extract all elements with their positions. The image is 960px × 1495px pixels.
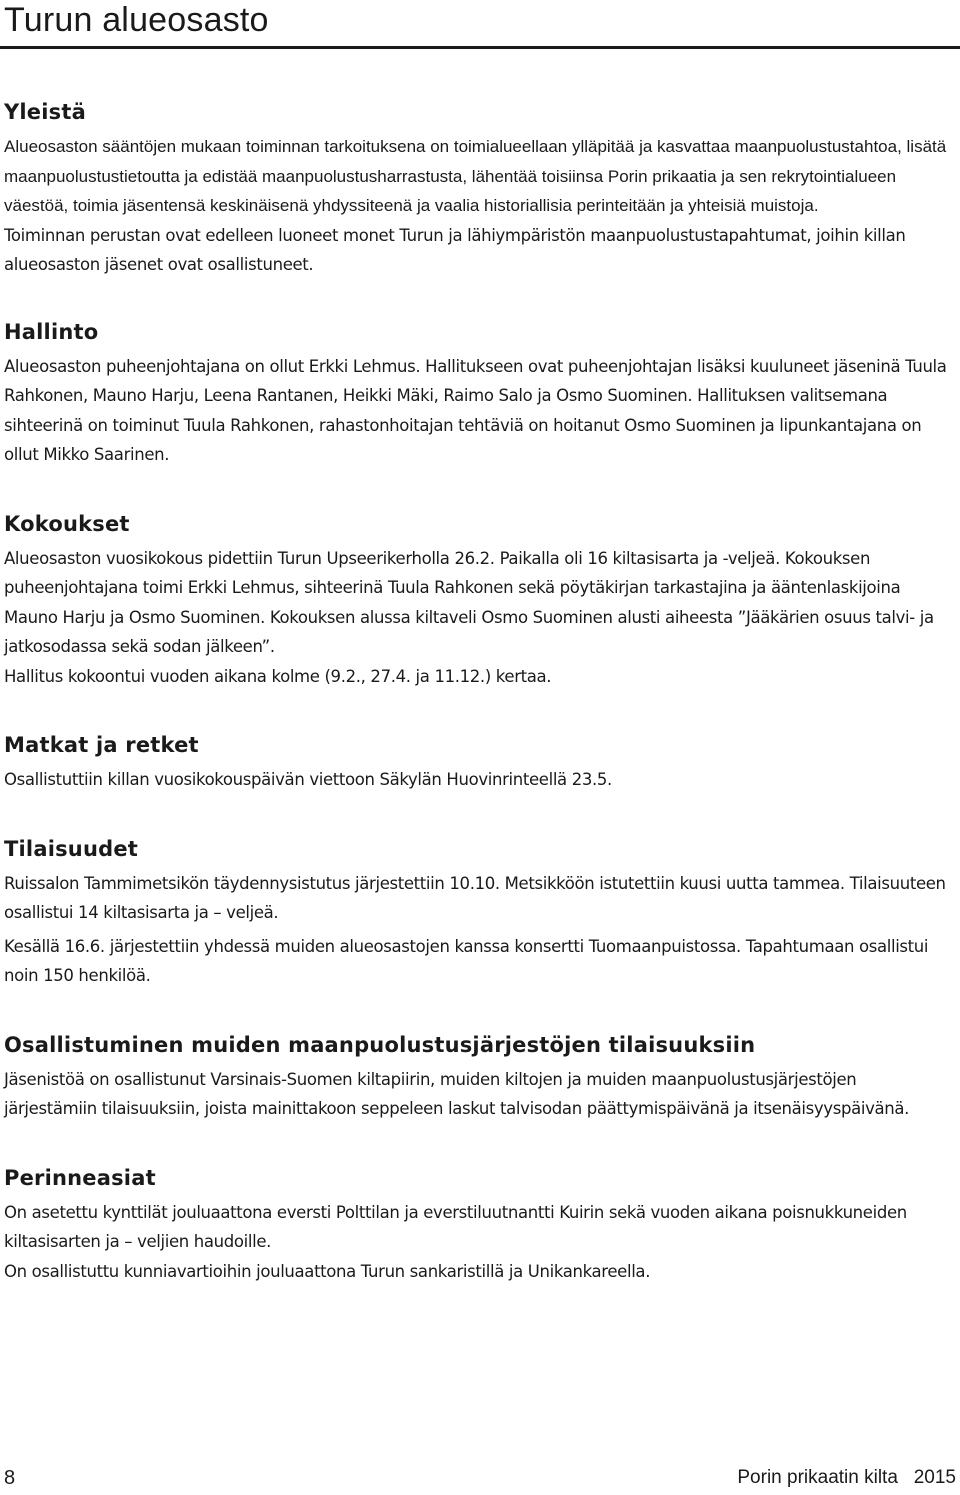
section-matkat-ja-retket [4,731,954,795]
section-tilaisuudet [4,835,954,991]
paragraph: Alueosaston puheenjohtajana on ollut Erkki Lehmus. Hallitukseen ovat puheenjohtajan lisäksi kuuluneet jäseninä Tuula Rahkonen, Mauno Harju, Leena Rantanen, Heikki Mäki, Raimo Salo ja Osmo Suominen. Hallituksen valitsemana sihteerinä on toiminut Tuula Rahkonen, rahastonhoitajan tehtäviä on hoitanut Osmo Suominen ja lipunkantajana on ollut Mikko Saarinen. [4,356,947,464]
paragraph: On osallistuttu kunniavartioihin jouluaattona Turun sankaristillä ja Unikankareella. [4,1261,651,1281]
publication-name: Porin prikaatin kilta 2015 [737,1467,956,1488]
section-heading-kokoukset: Kokoukset [4,511,130,536]
paragraph: Alueosaston vuosikokous pidettiin Turun Upseerikerholla 26.2. Paikalla oli 16 kiltasisarta ja -veljeä. Kokouksen puheenjohtajana toimi Erkki Lehmus, sihteerinä Tuula Rahkonen sekä pöytäkirjan tarkastajina ja ääntenlaskijoina Mauno Harju ja Osmo Suominen. Kokouksen alussa kiltaveli Osmo Suominen alusti aiheesta ”Jääkärien osuus talvi- ja jatkosodassa sekä sodan jälkeen”. [4,548,934,656]
section-heading-matkat-ja-retket: Matkat ja retket [4,733,199,757]
paragraph: Jäsenistöä on osallistunut Varsinais-Suomen kiltapiirin, muiden kiltojen ja muiden maanpuolustusjärjestöjen järjestämiin tilaisuuksiin, joista mainittakoon seppeleen laskut talvisodan päättymispäivänä ja itsenäisyyspäivänä. [4,1069,910,1118]
page-number: 8 [4,1467,16,1489]
paragraph: Hallitus kokoontui vuoden aikana kolme (9.2., 27.4. ja 11.12.) kertaa. [4,666,552,686]
paragraph: Alueosaston sääntöjen mukaan toiminnan tarkoituksena on toimialueellaan ylläpitää ja kasvattaa maanpuolustustahtoa, lisätä maanpuolustustietoutta ja edistää maanpuolustusharrastusta, lähentää toisiinsa Porin prikaatia ja sen rekrytointialueen väestöä, toimia jäsentensä keskinäisenä yhdyssiteenä ja vaalia historiallisia perinteitään ja yhteisiä muistoja. [4,137,947,215]
paragraph: On asetettu kynttilät jouluaattona eversti Polttilan ja everstiluutnantti Kuirin sekä vuoden aikana poisnukkuneiden kiltasisarten ja – veljien haudoille. [4,1202,907,1251]
section-osallistuminen [4,1031,954,1124]
paragraph: Ruissalon Tammimetsikön täydennysistutus järjestettiin 10.10. Metsikköön istutettiin kuusi uutta tammea. Tilaisuuteen osallistui 14 kiltasisarta ja – veljeä. [4,873,946,922]
section-heading-hallinto: Hallinto [4,319,99,344]
section-kokoukset [4,510,954,692]
section-heading-tilaisuudet: Tilaisuudet [4,836,139,861]
section-heading-yleista: Yleistä [4,100,86,124]
section-hallinto [4,318,954,470]
section-yleista [4,98,954,280]
section-heading-perinneasiat: Perinneasiat [4,1165,156,1190]
paragraph: Osallistuttiin killan vuosikokouspäivän viettoon Säkylän Huovinrinteellä 23.5. [4,770,612,789]
paragraph: Toiminnan perustan ovat edelleen luoneet monet Turun ja lähiympäristön maanpuolustustapahtumat, joihin killan alueosaston jäsenet ovat osallistuneet. [4,225,906,274]
article-body [4,98,954,1286]
page-title: Turun alueosasto [4,1,269,39]
section-heading-osallistuminen: Osallistuminen muiden maanpuolustusjärjestöjen tilaisuuksiin [4,1032,756,1057]
title-rule [0,46,960,49]
paragraph: Kesällä 16.6. järjestettiin yhdessä muiden alueosastojen kanssa konsertti Tuomaanpuistossa. Tapahtumaan osallistui noin 150 henkilöä. [4,936,929,985]
section-perinneasiat [4,1164,954,1287]
